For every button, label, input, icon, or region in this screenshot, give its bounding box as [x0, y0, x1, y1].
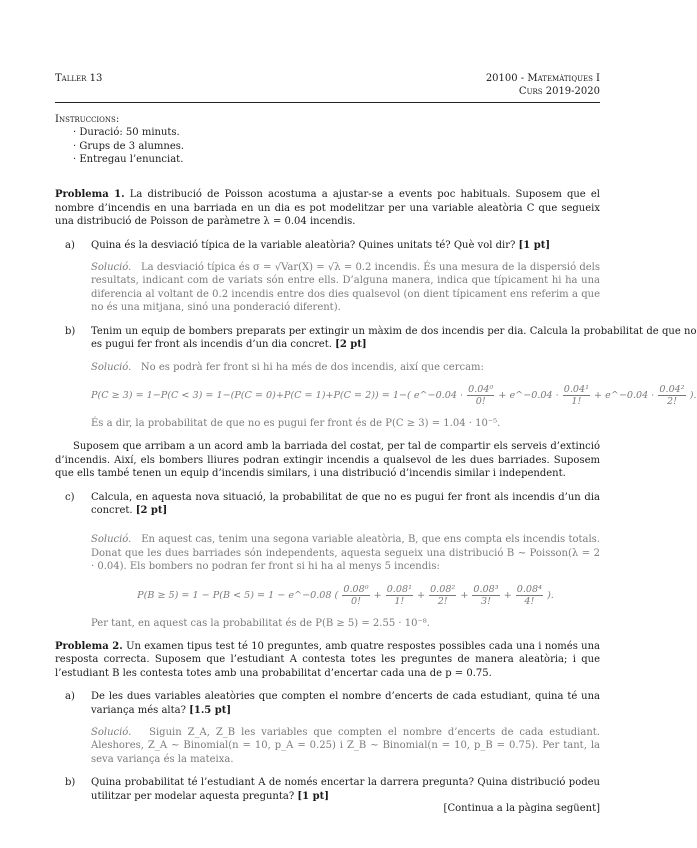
- equation-1c: P(B ≥ 5) = 1 − P(B < 5) = 1 − e^−0.08 ( $\frac{\text{0.08⁰}}{0!}$ + $\frac{\text{0.08¹}}{1!}$ + $\frac{\text{0.08²}}{2!}$ + $\frac{\text{0.08³}}{3!}$ + $\frac{\text{0.08⁴}}{4!}$ ).: [137, 583, 554, 607]
- problem-2a: [55, 690, 600, 766]
- document-page: [55, 72, 697, 803]
- header-right: [486, 72, 600, 99]
- solution-1b: [91, 361, 697, 374]
- fraction-num: 0.04²: [659, 383, 685, 395]
- page-footer: [Continua a la pàgina següent]: [443, 803, 600, 814]
- fraction: [563, 384, 590, 407]
- equation-end: ).: [689, 389, 697, 401]
- fraction: [429, 584, 456, 607]
- solution-label: Solució.: [91, 727, 132, 738]
- instructions: [55, 113, 600, 167]
- instruction-item: · Grups de 3 alumnes.: [73, 140, 600, 153]
- problem-2-title: Problema 2.: [55, 640, 123, 652]
- instruction-item: · Duració: 50 minuts.: [73, 126, 600, 139]
- question-text: Calcula, en aquesta nova situació, la probabilitat de que no es pugui fer front als incendis d’un dia concret.: [91, 491, 600, 516]
- fraction: [472, 584, 499, 607]
- fraction-num: 0.08⁴: [516, 583, 542, 595]
- solution-text: Siguin Z_A, Z_B les variables que compten el nombre d’encerts de cada estudiant. Aleshores, Z_A ∼ Binomial(n = 10, p_A = 0.25) i Z_B ∼ Binomial(n = 10, p_B = 0.75). Per tant, la seva variança és la mateixa.: [91, 727, 600, 765]
- solution-text: No es podrà fer front si hi ha més de dos incendis, així que cercam:: [140, 361, 484, 373]
- course-year: Curs 2019-2020: [518, 86, 600, 98]
- problem-1-interlude: Suposem que arribam a un acord amb la barriada del costat, per tal de compartir els serveis d’extinció d’incendis. Així, els bombers lliures podran extingir incendis a qualsevol de les dues barriades. Suposem que ells també tenen un equip d’incendis similars, i una distribució d’incendis similar i independent.: [55, 441, 600, 480]
- problem-2: [55, 640, 600, 803]
- equation-term: + e^−0.04 ·: [498, 389, 559, 401]
- fraction: [467, 384, 494, 407]
- problem-1: [55, 188, 697, 630]
- solution-label: Solució.: [91, 262, 132, 274]
- solution-1b-result: És a dir, la probabilitat de que no es pugui fer front és de P(C ≥ 3) = 1.04 · 10⁻⁵.: [91, 417, 501, 429]
- question-2b: [91, 776, 600, 803]
- question-1a: [91, 239, 600, 252]
- problem-1c: [55, 491, 600, 630]
- points-badge: [1 pt]: [297, 790, 329, 802]
- problem-1b: [55, 325, 697, 431]
- item-label: a): [65, 691, 75, 703]
- points-badge: [2 pt]: [335, 339, 367, 351]
- problem-2b: [55, 776, 600, 803]
- solution-2a: [91, 726, 600, 766]
- fraction-den: 1!: [571, 395, 582, 407]
- fraction-num: 0.08⁰: [343, 583, 369, 595]
- problem-1-intro: [55, 188, 600, 228]
- instruction-item: · Entregau l’enunciat.: [73, 153, 600, 166]
- fraction-den: 0!: [350, 595, 361, 607]
- instructions-title: Instruccions:: [55, 113, 120, 125]
- problem-1-text: La distribució de Poisson acostuma a ajustar-se a events poc habituals. Suposem que el nombre d’incendis en una barriada en un dia es pot modelitzar per una variable aleatòria C que segueix una distribució de Poisson de paràmetre λ = 0.04 incendis.: [55, 189, 601, 228]
- course-name: 20100 - Matemàtiques I: [485, 73, 600, 84]
- question-text: Tenim un equip de bombers preparats per extingir un màxim de dos incendis per dia. Calcula la probabilitat de que no es pugui fer front als incendis d’un dia concret.: [91, 325, 697, 351]
- equation-lhs: P(B ≥ 5) = 1 − P(B < 5) = 1 − e^−0.08 (: [137, 589, 339, 601]
- fraction-den: 2!: [667, 395, 678, 407]
- question-text: Quina és la desviació típica de la variable aleatòria? Quines unitats té? Què vol dir?: [91, 239, 516, 251]
- fraction: [342, 584, 369, 607]
- header-left: Taller 13: [55, 73, 103, 84]
- item-label: b): [65, 777, 76, 789]
- solution-1a: [91, 261, 600, 315]
- instructions-list: [55, 126, 600, 166]
- item-label: b): [65, 325, 76, 337]
- fraction-num: 0.04¹: [563, 383, 589, 395]
- solution-text: En aquest cas, tenim una segona variable aleatòria, B, que ens compta els incendis totals. Donat que les dues barriades són independents, aquesta segueix una distribució B ∼ Poisson(λ = 2 · 0.04). Els bombers no podran fer front si hi ha al menys 5 incendis:: [91, 534, 600, 573]
- problem-2-intro: [55, 640, 600, 680]
- page-header: [55, 72, 600, 99]
- solution-text: La desviació típica és σ = √Var(X) = √λ = 0.2 incendis. És una mesura de la dispersió dels resultats, indicant com de variats són entre ells. D’alguna manera, indica que típicament hi ha una diferencia al voltant de 0.2 incendis entre dos dies qualsevol (on dient típicament ens referim a que no és una mitjana, sinó una ponderació diferent).: [91, 262, 600, 314]
- header-rule: [55, 102, 600, 103]
- question-2a: [91, 690, 600, 717]
- points-badge: [1 pt]: [518, 239, 551, 251]
- solution-1c: [91, 533, 600, 573]
- equation-term: e^−0.04 ·: [413, 389, 464, 401]
- equation-end: ).: [547, 589, 554, 601]
- fraction: [386, 584, 413, 607]
- fraction-den: 0!: [475, 395, 486, 407]
- fraction-den: 4!: [524, 595, 535, 607]
- fraction-den: 2!: [437, 595, 448, 607]
- points-badge: [1.5 pt]: [189, 704, 232, 716]
- fraction-den: 3!: [481, 595, 492, 607]
- fraction-num: 0.08¹: [386, 583, 412, 595]
- question-text: Quina probabilitat té l’estudiant A de només encertar la darrera pregunta? Quina distribució podeu utilitzar per modelar aquesta pregunta?: [91, 777, 600, 802]
- equation-1b: [91, 384, 697, 407]
- fraction-num: 0.08³: [473, 583, 499, 595]
- item-label: a): [65, 239, 75, 251]
- fraction-num: 0.08²: [430, 583, 456, 595]
- problem-1-title: Problema 1.: [55, 189, 125, 201]
- question-1c: [91, 491, 600, 518]
- equation-term: + e^−0.04 ·: [594, 389, 655, 401]
- question-text: De les dues variables aleatòries que compten el nombre d’encerts de cada estudiant, quina té una variança més alta?: [91, 691, 600, 716]
- problem-2-text: Un examen tipus test té 10 preguntes, amb quatre respostes possibles cada una i només una resposta correcta. Suposem que l’estudiant A contesta totes les preguntes de manera aleatòria; i que l’estudiant B les contesta totes amb una probabilitat d’encertar cada una de p = 0.75.: [55, 640, 600, 679]
- points-badge: [2 pt]: [135, 504, 168, 516]
- question-1b: [91, 325, 697, 352]
- fraction-num: 0.04⁰: [468, 383, 494, 395]
- fraction: [658, 384, 685, 407]
- problem-1a: [55, 239, 600, 315]
- fraction-den: 1!: [394, 595, 405, 607]
- solution-1c-result: Per tant, en aquest cas la probabilitat és de P(B ≥ 5) = 2.55 · 10⁻⁸.: [91, 617, 430, 629]
- solution-label: Solució.: [91, 361, 132, 373]
- solution-label: Solució.: [91, 534, 132, 546]
- item-label: c): [65, 491, 75, 503]
- equation-lhs: P(C ≥ 3) = 1−P(C < 3) = 1−(P(C = 0)+P(C = 1)+P(C = 2)) = 1−(: [91, 389, 411, 401]
- fraction: [516, 584, 543, 607]
